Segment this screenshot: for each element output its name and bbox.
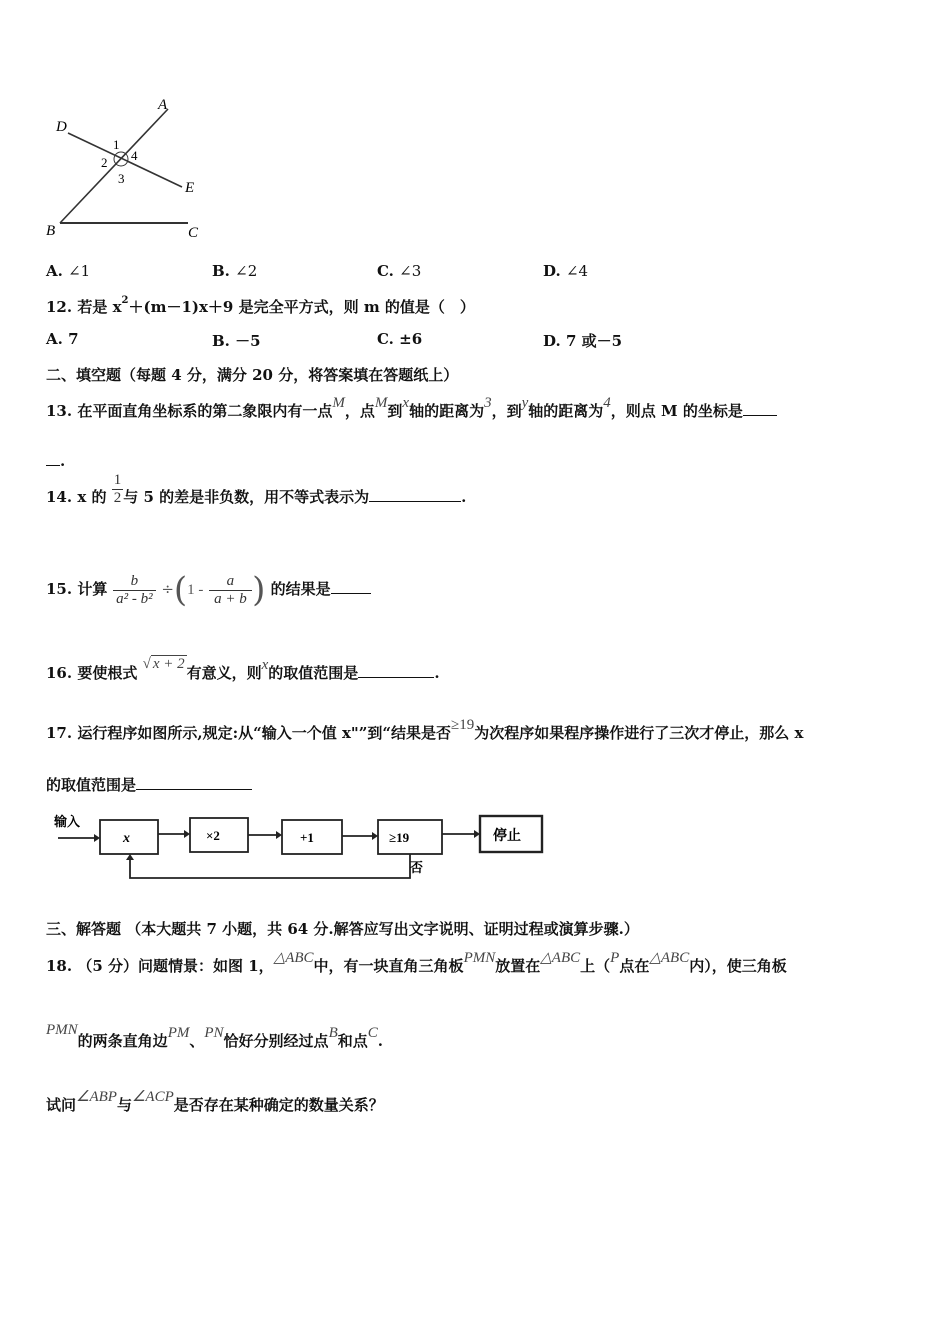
- q15-stem: 15. 计算 $\frac{b}{\text{a² - b²}}$ ÷(1 - $\frac{a}{a + b}$ ) 的结果是: [46, 570, 371, 610]
- angle-4: 4: [131, 148, 138, 163]
- q17-line2: 的取值范围是: [46, 774, 252, 795]
- angle-1: 1: [113, 137, 120, 152]
- label-d: D: [56, 119, 67, 135]
- q12-stem: 12. 若是 $x^2+(m-1)x+9$ 是完全平方式，则 m 的值是（ ）: [46, 295, 475, 316]
- label-a: A: [158, 97, 168, 113]
- q15-fraction-2: $\frac{a}{a + b}$: [209, 573, 253, 608]
- angle-3: 3: [118, 171, 125, 186]
- q11-option-c: C. ∠3: [377, 262, 422, 280]
- q16-radical: √ x + 2: [142, 656, 185, 672]
- flow-times2: ×2: [206, 828, 220, 843]
- q11-option-b: B. ∠2: [212, 262, 258, 280]
- q12-option-b: B. －5: [212, 332, 261, 350]
- q12-option-a: A. 7: [46, 330, 79, 348]
- flow-input-label: 输入: [54, 815, 81, 830]
- q16-stem: 16. 要使根式 √ x + 2 有意义，则x的取值范围是 .: [46, 656, 440, 682]
- line-ab: [60, 109, 168, 223]
- q11-option-a: A. ∠1: [46, 262, 91, 280]
- q13-continuation: .: [46, 452, 65, 470]
- label-c: C: [188, 225, 199, 241]
- flow-x: x: [123, 831, 130, 846]
- q11-option-d: D. ∠4: [543, 262, 589, 280]
- line-de: [68, 133, 182, 187]
- q18-line3: 试问∠ABP与∠ACP是否存在某种确定的数量关系？: [46, 1089, 384, 1114]
- flow-stop: 停止: [493, 828, 521, 844]
- q14-stem: 14. x 的 $\frac{1}{2}$ 与 5 的差是非负数，用不等式表示为 .: [46, 471, 467, 506]
- flow-arrowhead: [94, 834, 100, 842]
- q17-stem: 17. 运行程序如图所示,规定:从“输入一个值 x"”到“结果是否≥19为次程序如果程序操作进行了三次才停止，那么 x: [46, 717, 804, 742]
- flow-no: 否: [410, 861, 424, 876]
- program-flowchart: [50, 808, 560, 888]
- section-3-heading: 三、解答题 （本大题共 7 小题，共 64 分.解答应写出文字说明、证明过程或演算步骤.）: [46, 920, 639, 938]
- q13-stem: 13. 在平面直角坐标系的第二象限内有一点M，点M到x轴的距离为3，到y轴的距离为4，则点 M 的坐标是: [46, 400, 777, 421]
- q15-fraction-1: $\frac{b}{\text{a² - b²}}$: [113, 573, 157, 608]
- angle-2: 2: [101, 155, 108, 170]
- q14-fraction: $\frac{1}{2}$: [113, 471, 122, 506]
- flow-box-ge19: [378, 820, 442, 854]
- flow-loop-back: [130, 854, 410, 878]
- label-b: B: [46, 223, 56, 239]
- q12-option-c: C. ±6: [377, 330, 423, 348]
- q18-line1: 18. （5 分）问题情景：如图 1，△ABC中，有一块直角三角板PMN放置在△ABC上（P点在△ABC内），使三角板: [46, 950, 787, 975]
- section-2-heading: 二、填空题（每题 4 分，满分 20 分，将答案填在答题纸上）: [46, 366, 459, 384]
- q12-option-d: D. 7 或－5: [543, 332, 623, 350]
- flow-ge19: ≥19: [389, 830, 410, 845]
- flow-plus1: +1: [300, 830, 314, 845]
- label-e: E: [185, 180, 195, 196]
- flow-arrowhead: [126, 854, 134, 860]
- q18-line2: PMN的两条直角边PM、PN恰好分别经过点B和点C.: [46, 1022, 383, 1050]
- geometry-figure: [40, 95, 220, 245]
